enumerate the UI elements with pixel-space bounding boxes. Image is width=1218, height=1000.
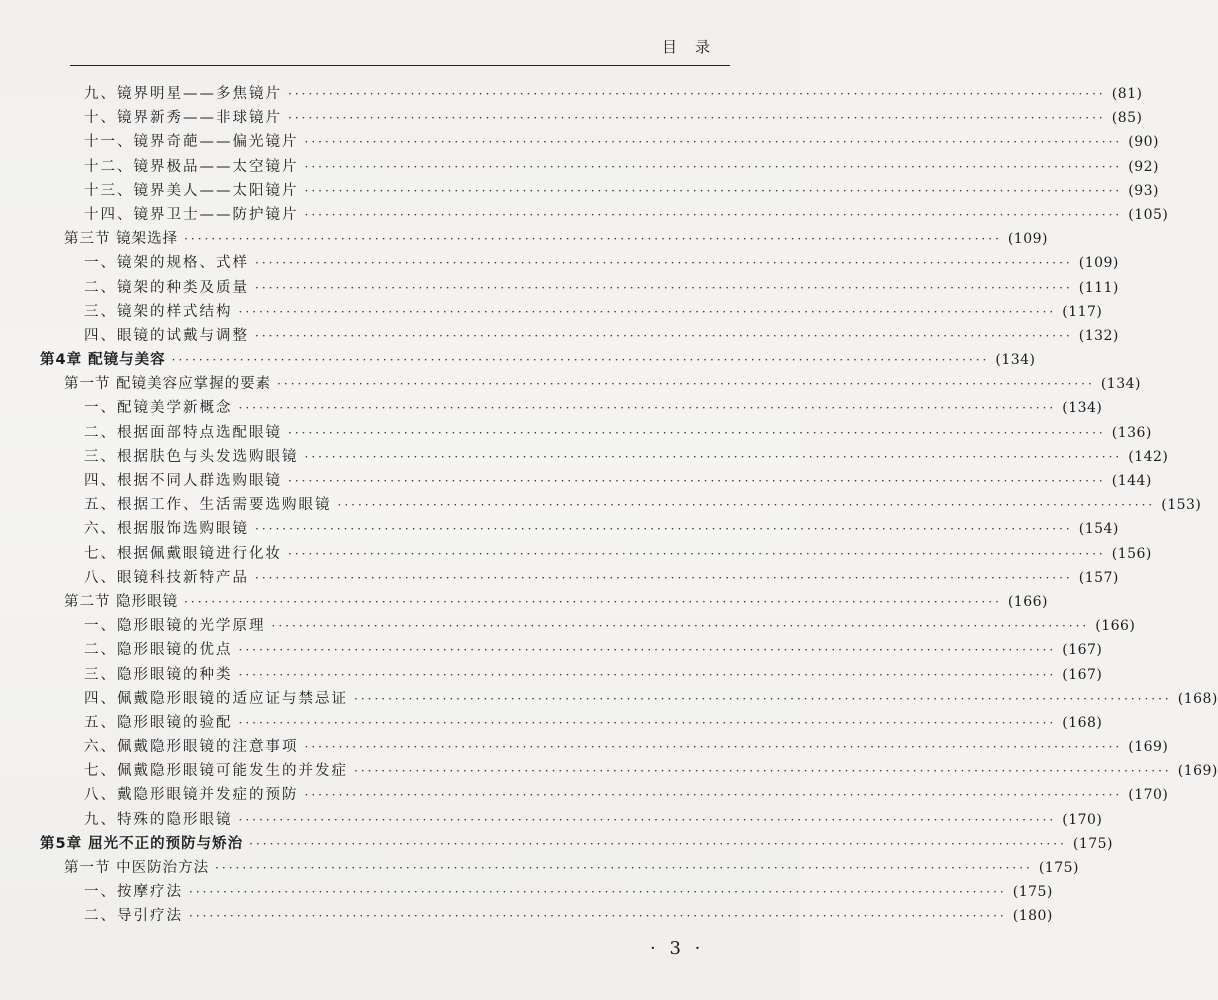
header-rule (70, 65, 730, 66)
toc-entry-page: (180) (1012, 908, 1053, 925)
toc-entry-title: 四、根据不同人群选购眼镜 (84, 473, 282, 489)
dot-leader: ························································································································ (304, 740, 1123, 755)
toc-entry-page: (175) (1072, 835, 1114, 852)
toc-entry (40, 324, 1119, 348)
toc-entry (40, 300, 1103, 324)
toc-entry (40, 106, 1143, 130)
toc-entry-title: 二、隐形眼镜的优点 (84, 642, 233, 659)
dot-leader: ························································································································ (354, 691, 1172, 706)
toc-entry (40, 155, 1159, 179)
toc-entry-page: (90) (1128, 134, 1159, 151)
toc-entry-title: 五、根据工作、生活需要选购眼镜 (84, 497, 332, 514)
toc-entry (40, 687, 1218, 711)
toc-entry-page: (157) (1078, 569, 1119, 586)
toc-entry (40, 517, 1119, 541)
dot-leader: ························································································································ (304, 207, 1123, 222)
dot-leader: ························································································································ (238, 304, 1057, 319)
toc-entry-title: 一、镜架的规格、式样 (84, 255, 249, 272)
toc-entry-title: 十二、镜界极品——太空镜片 (84, 158, 299, 175)
toc-entry-page: (168) (1177, 690, 1218, 707)
toc-entry-title: 十四、镜界卫士——防护镜片 (84, 206, 299, 223)
toc-entry-page: (144) (1111, 473, 1152, 489)
toc-entry-page: (132) (1078, 327, 1119, 344)
dot-leader: ························································································································ (255, 256, 1073, 271)
toc-entry-title: 六、根据服饰选购眼镜 (84, 521, 249, 538)
dot-leader: ························································································································ (184, 232, 1002, 247)
dot-leader: ························································································································ (271, 619, 1090, 634)
toc-entry-title: 二、导引疗法 (84, 908, 183, 925)
toc-entry-title: 一、配镜美学新概念 (84, 400, 233, 417)
toc-entry-page: (134) (995, 352, 1036, 369)
dot-leader: ························································································································ (238, 667, 1057, 682)
toc-entry-title: 三、隐形眼镜的种类 (84, 666, 233, 683)
toc-entry (40, 203, 1169, 227)
toc-entry-page: (142) (1128, 448, 1169, 465)
table-of-contents (40, 82, 1218, 929)
toc-entry-page: (169) (1128, 739, 1169, 756)
toc-entry (40, 396, 1103, 420)
toc-entry-page: (117) (1062, 303, 1103, 320)
dot-leader: ························································································································ (255, 328, 1073, 343)
toc-entry-page: (167) (1062, 642, 1103, 659)
toc-entry-page: (170) (1128, 787, 1169, 804)
toc-entry (40, 880, 1053, 904)
dot-leader: ························································································································ (189, 885, 1007, 900)
dot-leader: ························································································································ (215, 861, 1033, 875)
toc-entry-title: 八、眼镜科技新特产品 (84, 569, 249, 586)
toc-entry-page: (156) (1111, 545, 1152, 562)
dot-leader: ························································································································ (288, 474, 1106, 488)
toc-entry (40, 735, 1169, 759)
toc-entry (40, 832, 1114, 856)
toc-entry (40, 711, 1103, 735)
dot-leader: ························································································································ (189, 909, 1007, 924)
toc-entry (40, 808, 1103, 832)
toc-entry (40, 227, 1048, 251)
dot-leader: ························································································································ (255, 280, 1073, 295)
dot-leader: ························································································································ (337, 498, 1156, 513)
dot-leader: ························································································································ (354, 764, 1172, 779)
dot-leader: ························································································································ (304, 159, 1123, 174)
toc-entry-page: (93) (1128, 182, 1159, 199)
toc-entry-title: 第一节 中医防治方法 (64, 860, 210, 876)
toc-entry-page: (81) (1111, 86, 1143, 102)
dot-leader: ························································································································ (288, 425, 1106, 440)
toc-entry (40, 638, 1103, 662)
dot-leader: ························································································································ (238, 643, 1057, 658)
toc-entry-title: 三、镜架的样式结构 (84, 303, 233, 320)
toc-entry (40, 663, 1103, 687)
dot-leader: ························································································································ (304, 788, 1123, 803)
toc-entry-title: 二、根据面部特点选配眼镜 (84, 424, 282, 441)
toc-entry-title: 三、根据肤色与头发选购眼镜 (84, 448, 299, 465)
dot-leader: ························································································································ (304, 449, 1123, 464)
toc-entry (40, 421, 1152, 445)
dot-leader: ························································································································ (255, 522, 1073, 537)
toc-entry-title: 第5章 屈光不正的预防与矫治 (40, 835, 244, 852)
toc-entry-page: (168) (1062, 714, 1103, 731)
toc-entry (40, 783, 1169, 807)
dot-leader: ························································································································ (238, 715, 1057, 730)
toc-entry-page: (154) (1078, 521, 1119, 538)
toc-entry-title: 五、隐形眼镜的验配 (84, 714, 233, 731)
toc-entry-page: (92) (1128, 158, 1159, 175)
toc-entry (40, 348, 1036, 372)
toc-entry-title: 七、佩戴隐形眼镜可能发生的并发症 (84, 763, 348, 780)
toc-entry (40, 493, 1202, 517)
toc-entry-page: (134) (1062, 400, 1103, 417)
toc-entry-page: (105) (1128, 206, 1169, 223)
toc-entry-page: (175) (1038, 860, 1079, 876)
toc-entry-title: 六、佩戴隐形眼镜的注意事项 (84, 739, 299, 756)
toc-entry-page: (175) (1012, 884, 1053, 901)
dot-leader: ························································································································ (249, 836, 1067, 851)
toc-entry-title: 九、镜界明星——多焦镜片 (84, 86, 282, 102)
dot-leader: ························································································································ (304, 183, 1123, 198)
toc-entry-page: (166) (1095, 618, 1136, 635)
toc-entry-title: 一、隐形眼镜的光学原理 (84, 618, 266, 635)
dot-leader: ························································································································ (288, 546, 1106, 561)
page-number: · 3 · (650, 938, 705, 959)
dot-leader: ························································································································ (288, 111, 1106, 126)
toc-entry-title: 四、眼镜的试戴与调整 (84, 327, 249, 344)
toc-entry-page: (153) (1161, 497, 1202, 514)
toc-entry-page: (136) (1111, 424, 1152, 441)
toc-entry-page: (111) (1078, 279, 1119, 296)
dot-leader: ························································································································ (238, 812, 1057, 827)
toc-entry-page: (134) (1100, 376, 1141, 393)
dot-leader: ························································································································ (288, 87, 1106, 101)
toc-entry-title: 第一节 配镜美容应掌握的要素 (64, 376, 272, 393)
toc-entry-title: 七、根据佩戴眼镜进行化妆 (84, 545, 282, 562)
toc-entry-title: 四、佩戴隐形眼镜的适应证与禁忌证 (84, 690, 348, 707)
toc-entry-title: 一、按摩疗法 (84, 884, 183, 901)
dot-leader: ························································································································ (304, 135, 1123, 150)
toc-entry (40, 566, 1119, 590)
toc-entry-title: 十一、镜界奇葩——偏光镜片 (84, 134, 299, 151)
toc-entry (40, 445, 1169, 469)
toc-entry (40, 542, 1152, 566)
toc-entry-title: 二、镜架的种类及质量 (84, 279, 249, 296)
toc-entry (40, 904, 1053, 928)
toc-entry (40, 856, 1079, 880)
toc-entry-title: 九、特殊的隐形眼镜 (84, 811, 233, 828)
dot-leader: ························································································································ (238, 401, 1057, 416)
dot-leader: ························································································································ (255, 570, 1073, 585)
toc-entry-page: (109) (1078, 255, 1119, 272)
toc-entry (40, 372, 1141, 396)
toc-entry-page: (169) (1177, 763, 1218, 780)
toc-entry-page: (109) (1007, 231, 1048, 248)
toc-entry-title: 十、镜界新秀——非球镜片 (84, 110, 282, 127)
toc-entry (40, 130, 1159, 154)
toc-entry (40, 276, 1119, 300)
toc-entry-page: (85) (1111, 110, 1143, 127)
toc-entry-page: (167) (1062, 666, 1103, 683)
toc-entry-title: 十三、镜界美人——太阳镜片 (84, 182, 299, 199)
toc-entry-page: (166) (1007, 593, 1048, 610)
page-header-title: 目录 (661, 38, 728, 56)
toc-entry-title: 第4章 配镜与美容 (40, 352, 166, 369)
toc-entry (40, 759, 1218, 783)
toc-entry (40, 251, 1119, 275)
toc-entry-title: 第二节 隐形眼镜 (64, 593, 179, 610)
toc-entry (40, 179, 1159, 203)
toc-entry (40, 469, 1152, 493)
toc-entry-page: (170) (1062, 811, 1103, 828)
toc-entry (40, 82, 1143, 106)
dot-leader: ························································································································ (184, 594, 1002, 609)
toc-entry-title: 八、戴隐形眼镜并发症的预防 (84, 787, 299, 804)
toc-entry (40, 614, 1136, 638)
toc-entry-title: 第三节 镜架选择 (64, 231, 179, 248)
dot-leader: ························································································································ (277, 377, 1095, 392)
toc-entry (40, 590, 1048, 614)
dot-leader: ························································································································ (171, 353, 990, 368)
